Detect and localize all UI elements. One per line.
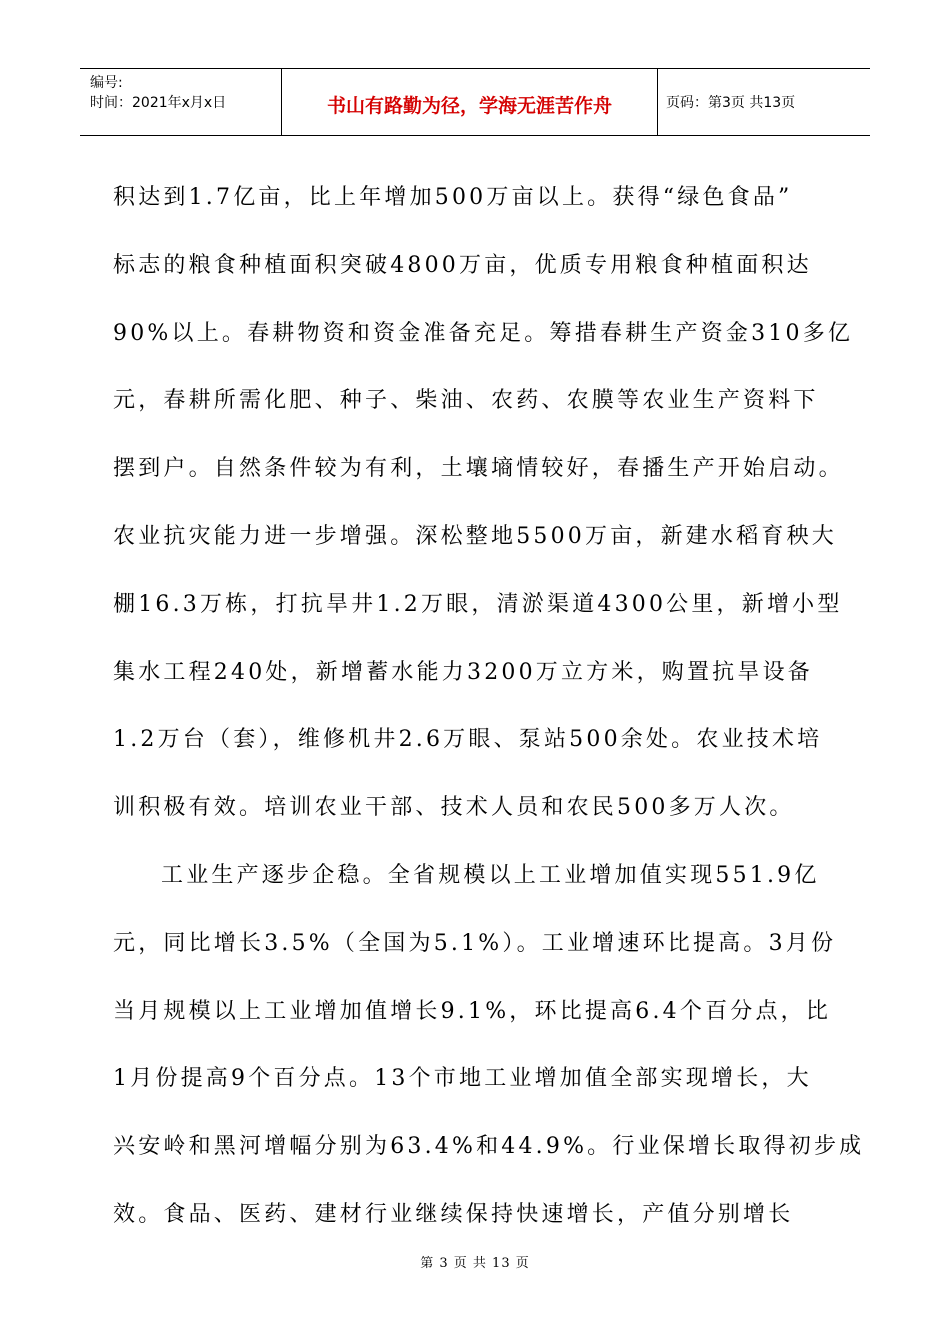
body-line: 元，春耕所需化肥、种子、柴油、农药、农膜等农业生产资料下	[113, 388, 819, 414]
body-line: 农业抗灾能力进一步增强。深松整地5500万亩，新建水稻育秧大	[113, 523, 837, 549]
header-motto: 书山有路勤为径，学海无涯苦作舟	[282, 69, 658, 135]
document-time-label: 时间：2021年x月x日	[90, 95, 227, 111]
body-line: 90%以上。春耕物资和资金准备充足。筹措春耕生产资金310多亿	[113, 320, 854, 346]
body-line: 积达到1.7亿亩，比上年增加500万亩以上。获得“绿色食品”	[113, 185, 793, 210]
body-line: 集水工程240处，新增蓄水能力3200万立方米，购置抗旱设备	[113, 659, 813, 685]
body-line: 当月规模以上工业增加值增长9.1%，环比提高6.4个百分点，比	[113, 998, 832, 1024]
header-meta	[80, 69, 282, 135]
body-line: 训积极有效。培训农业干部、技术人员和农民500多万人次。	[113, 795, 795, 821]
document-number-label: 编号:	[90, 75, 123, 91]
body-line: 标志的粮食种植面积突破4800万亩，优质专用粮食种植面积达	[113, 252, 812, 278]
body-line: 1月份提高9个百分点。13个市地工业增加值全部实现增长，大	[113, 1066, 812, 1092]
body-line: 棚16.3万栋，打抗旱井1.2万眼，清淤渠道4300公里，新增小型	[113, 591, 843, 617]
page-footer: 第 3 页 共 13 页	[420, 1256, 530, 1271]
header-page-info: 页码：第3页 共13页	[666, 95, 796, 111]
body-line: 效。食品、医药、建材行业继续保持快速增长，产值分别增长	[113, 1201, 794, 1227]
body-line: 元，同比增长3.5%（全国为5.1%）。工业增速环比提高。3月份	[113, 930, 837, 956]
body-line: 兴安岭和黑河增幅分别为63.4%和44.9%。行业保增长取得初步成	[113, 1134, 865, 1160]
paragraph-start-line: 工业生产逐步企稳。全省规模以上工业增加值实现551.9亿	[161, 862, 820, 888]
document-body	[113, 164, 865, 1249]
body-line: 1.2万台（套），维修机井2.6万眼、泵站500余处。农业技术培	[113, 727, 823, 753]
page-header	[80, 68, 870, 136]
body-line: 摆到户。自然条件较为有利，土壤墒情较好，春播生产开始启动。	[113, 456, 844, 482]
